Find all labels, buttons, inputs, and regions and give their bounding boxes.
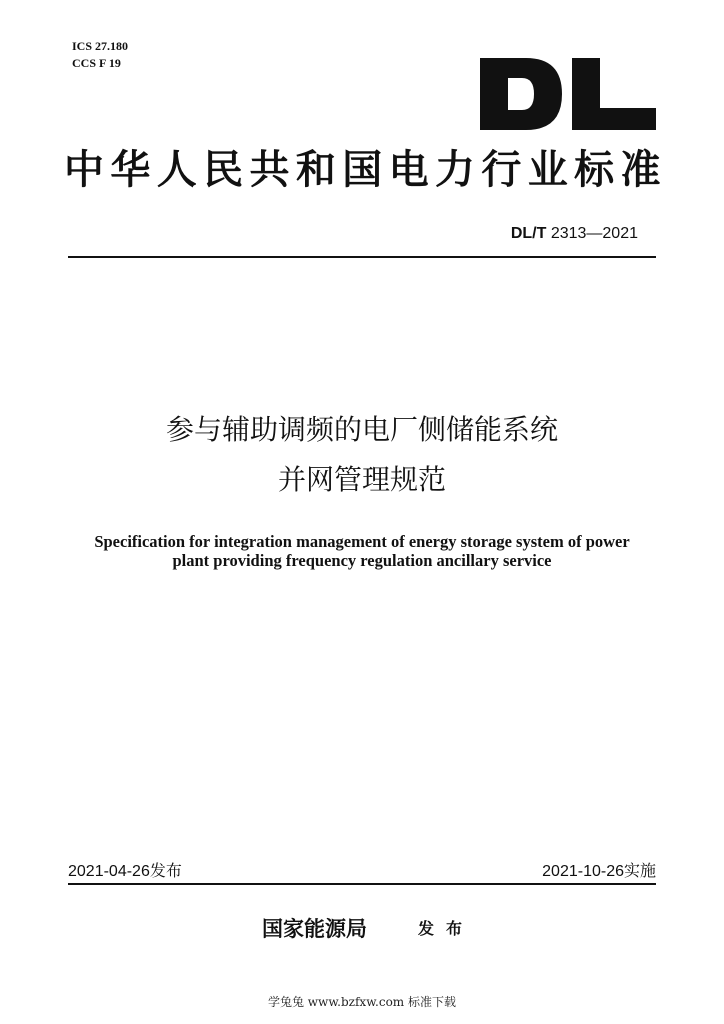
ics-code: ICS 27.180 [72, 39, 129, 53]
top-divider [68, 256, 656, 258]
industry-standard-title: 中华人民共和国电力行业标准 [64, 146, 660, 193]
en-title-line-1: Specification for integration management of energy storage system of power [94, 532, 630, 551]
issuing-authority: 国家能源局 [262, 916, 367, 941]
implement-date: 2021-10-26实施 [542, 863, 656, 880]
dl-logo-mark [478, 52, 658, 132]
cn-title-line-2: 并网管理规范 [277, 463, 446, 496]
watermark: 学兔兔 www.bzfxw.com 标准下载 [267, 995, 457, 1009]
en-title-line-2: plant providing frequency regulation ancillary service [172, 551, 552, 570]
cn-title-line-1: 参与辅助调频的电厂侧储能系统 [165, 413, 558, 446]
standard-prefix: DL/T [510, 225, 547, 242]
ccs-code: CCS F 19 [72, 56, 121, 70]
issued-label: 发布 [418, 919, 475, 938]
publish-date: 2021-04-26发布 [68, 863, 182, 880]
standard-number: 2313—2021 [550, 225, 638, 242]
standard-code [511, 224, 638, 244]
dl-logo [478, 52, 658, 132]
bottom-divider [68, 883, 656, 885]
